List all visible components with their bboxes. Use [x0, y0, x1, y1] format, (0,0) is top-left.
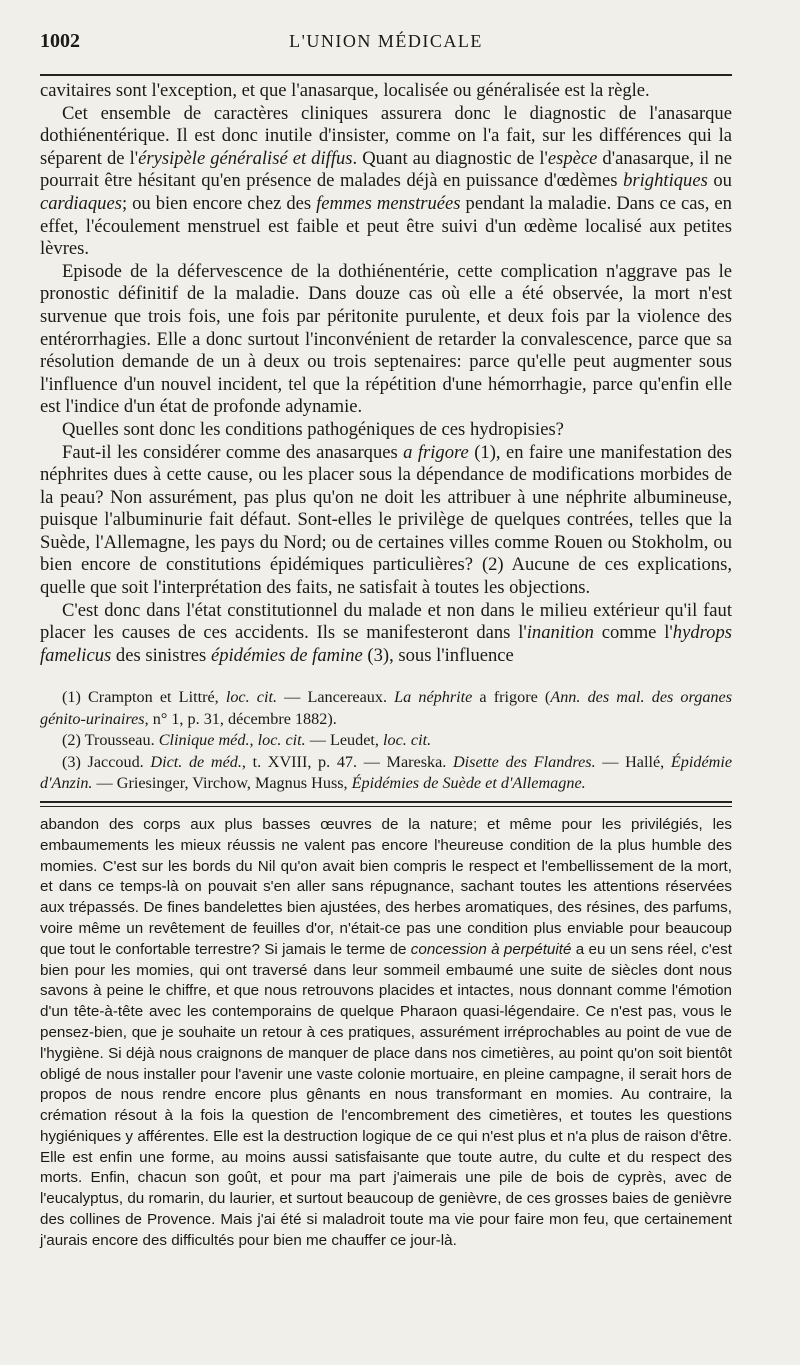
italic-run: loc. cit. — [225, 688, 278, 707]
page-header — [40, 22, 732, 52]
text-run: Cet ensemble de caractères cliniques assurera donc le diagnostic de l'anasarque dothiénentérique. Il est donc inutile d'insister, comme on l'a fait, sur les différences qui la séparent de l' — [40, 102, 732, 169]
italic-run: Épidémies de Suède et d'Allemagne. — [351, 774, 586, 793]
text-run: . Quant au diagnostic de l' — [352, 147, 548, 169]
italic-run: Disette des Flandres. — [452, 752, 596, 771]
text-run: ; ou bien encore chez des — [121, 192, 317, 214]
text-run: cavitaires sont l'exception, et que l'anasarque, localisée ou généralisée est la règle. — [40, 80, 650, 101]
italic-run: brightiques — [623, 170, 708, 192]
text-run: comme l' — [593, 622, 673, 644]
italic-run: cardiaques — [40, 192, 122, 214]
italic-run: inanition — [526, 622, 594, 644]
text-run: — Lancereaux. — [277, 688, 395, 707]
text-run: a eu un sens réel, c'est bien pour les momies, qui ont traversé dans leur sommeil embaumé une suite de siècles dont nous savons à peine le chiffre, et que nous retrouvons placides et intactes, nous donnant comme l'émotion d'un tête-à-tête avec les contemporains de quelque Pharaon quasi-légendaire. Ce n'est pas, vous le pensez-bien, que je souhaite un retour à ces pratiques, assurément irréprochables au point de vue de l'hygiène. Si déjà nous craignons de manquer de place dans nos cimetières, au point qu'on soit bientôt obligé de nous installer pour l'avenir une vaste colonie mortuaire, en pleine campagne, il serait hors de propos de nous rendre encore plus gênants en nous transformant en momies. Au contraire, la crémation résout à la fois la question de l'encombrement des cimetières, et toutes les questions hygiéniques y afférentes. Elle est la destruction logique de ce qui n'est plus et n'a plus de raison d'être. Elle est enfin une forme, au moins aussi satisfaisante que toute autre, du culte et du respect des morts. Enfin, chacun son goût, et pour ma part j'aimerais une pile de bois de cyprès, avec de l'eucalyptus, du romarin, du laurier, et surtout beaucoup de genièvre, de ces grosses baies de genièvre des collines de Provence. Mais j'ai été si maladroit toute ma vie pour faire mon feu, que certainement j'aurais encore des difficultés pour bien me chauffer ce jour-là. — [40, 940, 732, 1249]
text-run: Faut-il les considérer comme des anasarques — [62, 441, 404, 463]
text-run: pendant la maladie. Dans ce cas, en effet, l'écoulement menstruel est faible et peut être suivi d'un œdème localisé aux petites lèvres. — [40, 192, 732, 260]
paragraph-5 — [40, 442, 732, 600]
italic-run: a frigore — [403, 441, 469, 463]
italic-run: espèce — [547, 147, 598, 169]
italic-run: concession à perpétuité — [410, 940, 572, 958]
text-run: (1) Crampton et Littré, — [62, 688, 226, 707]
paragraph-2 — [40, 103, 732, 261]
text-run: — Griesinger, Virchow, Magnus Huss, — [92, 774, 352, 793]
text-run: (3), sous l'influence — [362, 644, 514, 666]
italic-run: épidémies de famine — [210, 644, 363, 666]
italic-run: Clinique méd., loc. cit. — [158, 731, 306, 750]
italic-run: La néphrite — [394, 688, 473, 707]
text-run: — Hallé, — [595, 752, 671, 771]
text-run: , n° 1, p. 31, décembre 1882). — [144, 709, 337, 728]
italic-run: Dict. de méd. — [150, 752, 242, 771]
paragraph-1 — [40, 80, 732, 103]
page-number: 1002 — [40, 30, 80, 52]
footnotes — [40, 687, 732, 795]
footnote-3 — [40, 752, 732, 795]
paragraph-3 — [40, 261, 732, 419]
text-run: — Leudet, — [305, 731, 384, 750]
italic-run: femmes menstruées — [316, 192, 461, 214]
italic-run: Épidémie d'Anzin. — [40, 752, 733, 793]
text-run: (3) Jaccoud. — [62, 752, 151, 771]
text-run: Quelles sont donc les conditions pathogéniques de ces hydropisies? — [62, 418, 564, 440]
text-run: a frigore ( — [472, 688, 551, 707]
text-run: C'est donc dans l'état constitutionnel du malade et non dans le milieu extérieur qu'il faut placer les causes de ces accidents. Ils se manifesteront dans l' — [40, 599, 732, 644]
text-run: ou — [707, 170, 732, 192]
text-run: (1), en faire une manifestation des néphrites dues à cette cause, ou les placer sous la dépendance de modifications morbides de la peau? Non assurément, pas plus qu'on ne doit les attribuer à une néphrite albumineuse, puisque l'albuminurie fait défaut. Sont-elles le privilège de quelques contrées, telles que la Suède, l'Allemagne, les pays du Nord; ou de certaines villes comme Rouen ou Stokholm, ou bien encore de constitutions épidémiques particulières? (2) Aucune de ces explications, quelle que soit l'interprétation des faits, ne satisfait à toutes les objections. — [40, 441, 733, 599]
text-run: (2) Trousseau. — [62, 731, 159, 750]
text-run: des sinistres — [111, 644, 211, 666]
feuilleton-text — [40, 815, 732, 1252]
text-run: abandon des corps aux plus basses œuvres de la nature; et même pour les privilégiés, les embaumements les mieux réussis ne valent pas encore l'heureuse condition de la plus humble des momies. C'est sur les bords du Nil qu'on avait bien compris le respect et l'embellissement de la mort, et dans ce temps-là on pouvait s'en aller sans répugnance, sachant toutes les attentions réservées aux trépassés. De fines bandelettes bien ajustées, des herbes aromatiques, des résines, des parfums, voire même un revêtement de feuilles d'or, n'était-ce pas une condition plus enviable pour beaucoup que tout le confortable terrestre? Si jamais le terme de — [40, 815, 732, 958]
main-text — [40, 80, 732, 667]
text-run: , t. XVIII, p. 47. — Mareska. — [241, 752, 453, 771]
italic-run: érysipèle généralisé et diffus — [138, 147, 353, 169]
header-rule — [40, 74, 732, 76]
text-run: Episode de la défervescence de la dothiénentérie, cette complication n'aggrave pas le pronostic définitif de la maladie. Dans douze cas où elle a été observée, la mort n'est survenue que trois fois, une fois par péritonite purulente, et deux fois par la violence des entérorrhagies. Elle a donc surtout l'inconvénient de retarder la convalescence, parce que sa résolution demande de un à deux ou trois septenaires: parce qu'elle peut augmenter sous l'influence d'un nouvel incident, tel que la répétition d'une hémorrhagie, parce qu'enfin elle est l'indice d'un état de profonde adynamie. — [40, 260, 732, 418]
italic-run: loc. cit. — [383, 731, 432, 750]
footnote-1 — [40, 687, 732, 730]
running-title: L'UNION MÉDICALE — [289, 31, 483, 51]
paragraph-4 — [40, 419, 732, 442]
italic-run: Ann. des mal. des organes génito-urinaires — [40, 688, 732, 728]
footnote-2 — [40, 730, 732, 752]
feuilleton-separator — [40, 801, 732, 807]
paragraph-6 — [40, 600, 732, 668]
italic-run: hydrops famelicus — [40, 622, 732, 666]
text-run: d'anasarque, il ne pourrait être hésitant qu'en présence de malades déjà en puissance d'œdèmes — [40, 147, 733, 192]
